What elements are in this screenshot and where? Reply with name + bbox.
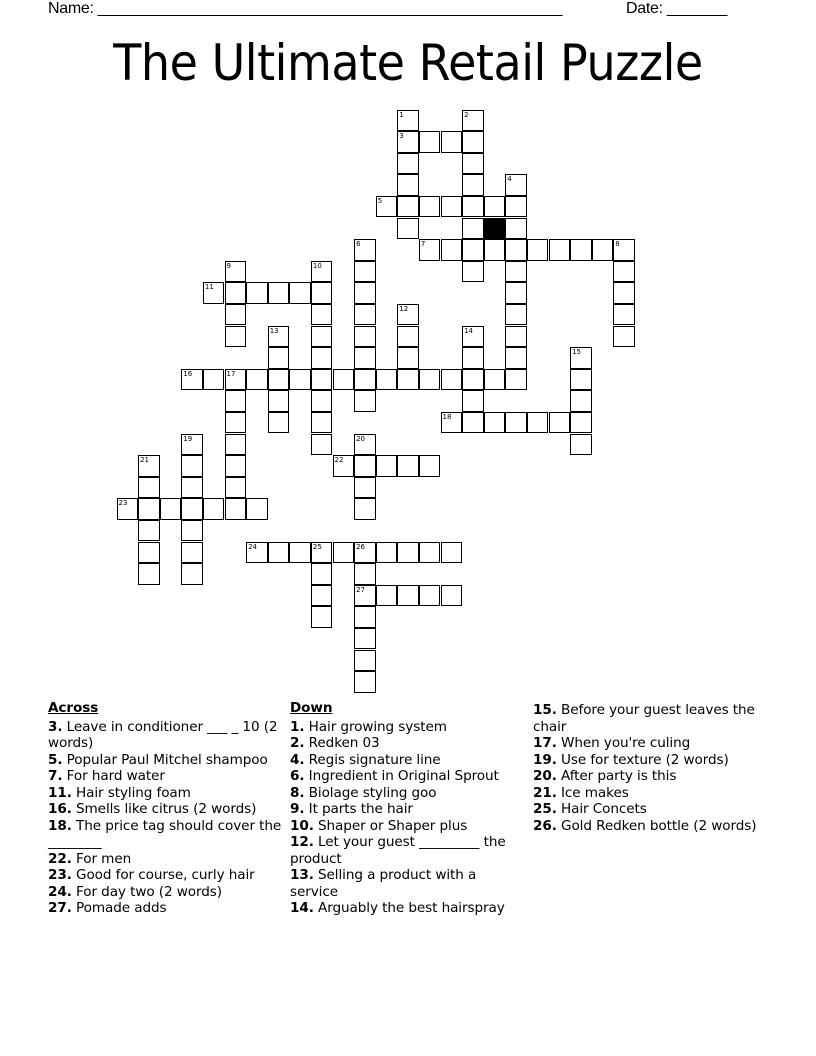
clue-item	[48, 851, 284, 868]
clue-number-label: 4	[507, 175, 512, 184]
grid-cell[interactable]	[441, 542, 463, 564]
grid-cell[interactable]	[311, 326, 333, 348]
grid-cell[interactable]	[570, 239, 592, 261]
clue-number: 16.	[48, 801, 72, 817]
clue-number-label: 11	[204, 283, 214, 292]
clue-number-label: 10	[312, 261, 322, 270]
grid-cell[interactable]	[484, 196, 506, 218]
clue-number-label: 12	[399, 304, 409, 313]
clue-number-label: 20	[356, 434, 366, 443]
clue-item	[48, 752, 284, 769]
clue-number: 24.	[48, 883, 72, 900]
grid-cell[interactable]	[484, 239, 506, 261]
grid-cell[interactable]	[397, 326, 419, 348]
clue-number-label: 19	[183, 434, 193, 443]
grid-cell[interactable]	[613, 239, 635, 261]
grid-cell[interactable]	[203, 282, 225, 304]
clue-item	[48, 768, 284, 785]
across-clues	[48, 700, 284, 917]
grid-cell[interactable]	[225, 261, 247, 283]
down-clues-continued	[533, 702, 769, 834]
clue-text: Gold Redken bottle (2 words)	[561, 817, 757, 834]
grid-cell[interactable]	[138, 477, 160, 499]
grid-cell[interactable]	[268, 390, 290, 412]
clue-number: 23.	[48, 867, 72, 883]
grid-cell[interactable]	[613, 261, 635, 283]
grid-cell[interactable]	[354, 477, 376, 499]
grid-cell[interactable]	[462, 174, 484, 196]
clue-item	[290, 752, 526, 769]
clue-number-label: 7	[420, 240, 426, 249]
grid-cell[interactable]	[462, 196, 484, 218]
clue-text: Hair styling foam	[76, 784, 191, 801]
grid-cell[interactable]	[311, 542, 333, 564]
grid-cell[interactable]	[311, 282, 333, 304]
grid-cell[interactable]	[397, 542, 419, 564]
clue-number: 17.	[533, 735, 557, 751]
grid-cell[interactable]	[246, 542, 268, 564]
clue-number: 14.	[290, 900, 314, 916]
grid-cell[interactable]	[181, 434, 203, 456]
clue-text: For men	[76, 850, 132, 867]
grid-cell[interactable]	[181, 520, 203, 542]
grid-cell[interactable]	[397, 153, 419, 175]
grid-cell[interactable]	[570, 390, 592, 412]
clue-number: 1.	[290, 718, 305, 735]
grid-cell[interactable]	[354, 282, 376, 304]
clue-text: Hair growing system	[308, 718, 447, 735]
clue-item	[48, 884, 284, 901]
grid-cell[interactable]	[225, 455, 247, 477]
clue-number: 27.	[48, 900, 72, 916]
grid-cell[interactable]	[527, 239, 549, 261]
down-heading: Down	[290, 700, 333, 716]
grid-cell[interactable]	[354, 434, 376, 456]
clue-number-label: 5	[377, 196, 383, 205]
grid-cell[interactable]	[376, 369, 398, 391]
grid-cell[interactable]	[397, 455, 419, 477]
clue-text: Arguably the best hairspray	[318, 900, 505, 916]
clue-number: 13.	[290, 867, 314, 883]
grid-cell[interactable]	[181, 369, 203, 391]
grid-cell[interactable]	[333, 455, 355, 477]
grid-cell[interactable]	[203, 369, 225, 391]
clue-number: 22.	[48, 850, 72, 867]
grid-cell[interactable]	[181, 563, 203, 585]
grid-cell[interactable]	[225, 434, 247, 456]
clue-text: Pomade adds	[76, 900, 167, 916]
puzzle-title: The Ultimate Retail Puzzle	[113, 34, 703, 92]
grid-cell[interactable]	[441, 196, 463, 218]
grid-cell[interactable]	[354, 628, 376, 650]
clue-text: Regis signature line	[308, 751, 441, 768]
grid-cell[interactable]	[397, 110, 419, 132]
grid-cell[interactable]	[138, 520, 160, 542]
grid-cell[interactable]	[268, 412, 290, 434]
clue-number-label: 14	[464, 326, 474, 335]
grid-cell[interactable]	[462, 412, 484, 434]
clue-item	[290, 818, 526, 835]
clue-number: 10.	[290, 817, 314, 834]
grid-cell[interactable]	[549, 239, 571, 261]
date-field[interactable]: Date: _______	[626, 0, 728, 17]
clue-item	[48, 818, 284, 851]
clue-text: Biolage styling goo	[308, 784, 437, 801]
grid-cell[interactable]	[376, 585, 398, 607]
grid-cell[interactable]	[311, 412, 333, 434]
grid-cell[interactable]	[268, 369, 290, 391]
grid-cell[interactable]	[311, 563, 333, 585]
clue-text: Leave in conditioner ___ _ 10 (2 words)	[48, 718, 278, 751]
clue-number: 26.	[533, 817, 557, 834]
clue-number-label: 22	[334, 456, 344, 465]
grid-cell[interactable]	[268, 282, 290, 304]
grid-cell[interactable]	[505, 282, 527, 304]
grid-cell[interactable]	[246, 498, 268, 520]
clue-item	[48, 719, 284, 752]
grid-cell[interactable]	[160, 498, 182, 520]
clue-number: 18.	[48, 817, 72, 834]
clue-text: The price tag should cover the ________	[48, 817, 282, 850]
clue-item	[290, 867, 526, 900]
grid-cell[interactable]	[505, 239, 527, 261]
grid-cell[interactable]	[397, 369, 419, 391]
clue-text: It parts the hair	[308, 801, 413, 817]
grid-cell[interactable]	[549, 412, 571, 434]
clue-text: When you're culing	[561, 735, 691, 751]
clue-text: Shaper or Shaper plus	[318, 817, 468, 834]
clue-text: Use for texture (2 words)	[561, 751, 729, 768]
grid-cell[interactable]	[311, 347, 333, 369]
clue-text: Popular Paul Mitchel shampoo	[66, 751, 268, 768]
clue-item	[533, 735, 769, 752]
grid-cell[interactable]	[484, 369, 506, 391]
clue-number-label: 27	[356, 585, 366, 594]
clue-number-label: 16	[183, 369, 193, 378]
grid-cell[interactable]	[268, 326, 290, 348]
clue-text: For day two (2 words)	[76, 883, 222, 900]
grid-cell[interactable]	[397, 347, 419, 369]
black-cell	[484, 218, 506, 240]
grid-cell[interactable]	[505, 174, 527, 196]
grid-cell[interactable]	[203, 498, 225, 520]
grid-cell[interactable]	[419, 239, 441, 261]
clue-number-label: 6	[356, 240, 361, 249]
grid-cell[interactable]	[225, 390, 247, 412]
grid-cell[interactable]	[505, 261, 527, 283]
clue-number: 5.	[48, 751, 63, 768]
clue-number-label: 2	[464, 110, 469, 119]
clue-number: 20.	[533, 768, 557, 784]
clue-number-label: 24	[248, 542, 258, 551]
across-heading: Across	[48, 700, 99, 716]
grid-cell[interactable]	[505, 304, 527, 326]
clue-number: 2.	[290, 735, 305, 751]
grid-cell[interactable]	[354, 606, 376, 628]
down-clues	[290, 700, 526, 917]
grid-cell[interactable]	[570, 434, 592, 456]
clue-number: 6.	[290, 768, 305, 784]
grid-cell[interactable]	[354, 369, 376, 391]
clue-item	[533, 702, 769, 735]
clue-number-label: 25	[312, 542, 322, 551]
clue-number-label: 26	[356, 542, 366, 551]
grid-cell[interactable]	[419, 196, 441, 218]
clue-text: Redken 03	[308, 735, 380, 751]
clue-number-label: 21	[140, 456, 150, 465]
grid-cell[interactable]	[289, 369, 311, 391]
clue-number-label: 8	[615, 240, 620, 249]
grid-cell[interactable]	[289, 542, 311, 564]
grid-cell[interactable]	[462, 347, 484, 369]
grid-cell[interactable]	[225, 326, 247, 348]
grid-cell[interactable]	[354, 563, 376, 585]
grid-cell[interactable]	[311, 585, 333, 607]
clue-item	[533, 752, 769, 769]
grid-cell[interactable]	[311, 390, 333, 412]
clue-item	[290, 834, 526, 867]
grid-cell[interactable]	[570, 412, 592, 434]
grid-cell[interactable]	[419, 131, 441, 153]
grid-cell[interactable]	[419, 455, 441, 477]
clue-item	[290, 900, 526, 917]
grid-cell[interactable]	[246, 369, 268, 391]
grid-cell[interactable]	[354, 326, 376, 348]
grid-cell[interactable]	[441, 239, 463, 261]
grid-cell[interactable]	[462, 218, 484, 240]
grid-cell[interactable]	[181, 542, 203, 564]
grid-cell[interactable]	[354, 671, 376, 693]
grid-cell[interactable]	[311, 606, 333, 628]
grid-cell[interactable]	[225, 282, 247, 304]
grid-cell[interactable]	[505, 369, 527, 391]
grid-cell[interactable]	[354, 390, 376, 412]
grid-cell[interactable]	[289, 282, 311, 304]
grid-cell[interactable]	[376, 455, 398, 477]
clue-text: After party is this	[561, 768, 677, 784]
grid-cell[interactable]	[462, 131, 484, 153]
clue-text: For hard water	[66, 768, 165, 784]
clue-item	[290, 719, 526, 736]
grid-cell[interactable]	[570, 347, 592, 369]
clue-text: Let your guest _________ the product	[290, 834, 506, 867]
grid-cell[interactable]	[138, 563, 160, 585]
grid-cell[interactable]	[462, 261, 484, 283]
grid-cell[interactable]	[441, 131, 463, 153]
grid-cell[interactable]	[419, 369, 441, 391]
clue-item	[533, 801, 769, 818]
grid-cell[interactable]	[268, 542, 290, 564]
grid-cell[interactable]	[505, 196, 527, 218]
grid-cell[interactable]	[311, 434, 333, 456]
clue-number: 11.	[48, 784, 72, 801]
clue-number-label: 23	[118, 499, 128, 508]
grid-cell[interactable]	[225, 304, 247, 326]
grid-cell[interactable]	[225, 412, 247, 434]
grid-cell[interactable]	[354, 347, 376, 369]
clue-number-label: 9	[226, 261, 231, 270]
grid-cell[interactable]	[311, 369, 333, 391]
clue-number-label: 15	[572, 348, 582, 357]
clue-number: 7.	[48, 768, 63, 784]
grid-cell[interactable]	[333, 542, 355, 564]
grid-cell[interactable]	[138, 498, 160, 520]
grid-cell[interactable]	[419, 542, 441, 564]
grid-cell[interactable]	[441, 412, 463, 434]
grid-cell[interactable]	[613, 282, 635, 304]
grid-cell[interactable]	[613, 304, 635, 326]
grid-cell[interactable]	[397, 196, 419, 218]
grid-cell[interactable]	[333, 369, 355, 391]
grid-cell[interactable]	[311, 304, 333, 326]
grid-cell[interactable]	[462, 110, 484, 132]
grid-cell[interactable]	[484, 412, 506, 434]
grid-cell[interactable]	[505, 326, 527, 348]
grid-cell[interactable]	[462, 153, 484, 175]
clue-item	[48, 867, 284, 884]
grid-cell[interactable]	[376, 196, 398, 218]
grid-cell[interactable]	[354, 585, 376, 607]
grid-cell[interactable]	[441, 585, 463, 607]
grid-cell[interactable]	[225, 498, 247, 520]
grid-cell[interactable]	[505, 412, 527, 434]
clue-item	[48, 900, 284, 917]
grid-cell[interactable]	[397, 218, 419, 240]
grid-cell[interactable]	[376, 542, 398, 564]
clue-text: Smells like citrus (2 words)	[76, 801, 257, 817]
grid-cell[interactable]	[397, 585, 419, 607]
grid-cell[interactable]	[354, 542, 376, 564]
grid-cell[interactable]	[354, 650, 376, 672]
clue-number-label: 17	[226, 369, 236, 378]
clue-text: Hair Concets	[561, 801, 647, 817]
grid-cell[interactable]	[138, 455, 160, 477]
grid-cell[interactable]	[462, 369, 484, 391]
clue-number-label: 3	[399, 132, 404, 141]
grid-cell[interactable]	[441, 369, 463, 391]
clue-item	[48, 801, 284, 818]
clue-number-label: 18	[442, 412, 452, 421]
clue-number: 12.	[290, 834, 314, 850]
grid-cell[interactable]	[311, 261, 333, 283]
grid-cell[interactable]	[181, 498, 203, 520]
grid-cell[interactable]	[397, 131, 419, 153]
clue-number-label: 1	[399, 110, 404, 119]
grid-cell[interactable]	[505, 347, 527, 369]
grid-cell[interactable]	[354, 239, 376, 261]
grid-cell[interactable]	[117, 498, 139, 520]
clue-number-label: 13	[269, 326, 279, 335]
clue-number: 19.	[533, 751, 557, 768]
grid-cell[interactable]	[592, 239, 614, 261]
clue-item	[533, 785, 769, 802]
grid-cell[interactable]	[354, 261, 376, 283]
grid-cell[interactable]	[246, 282, 268, 304]
clue-number: 21.	[533, 784, 557, 801]
clue-item	[533, 768, 769, 785]
clue-item	[290, 735, 526, 752]
clue-item	[48, 785, 284, 802]
grid-cell[interactable]	[527, 412, 549, 434]
clue-text: Before your guest leaves the chair	[533, 702, 755, 735]
grid-cell[interactable]	[397, 304, 419, 326]
grid-cell[interactable]	[462, 326, 484, 348]
clue-text: Good for course, curly hair	[76, 867, 255, 883]
grid-cell[interactable]	[225, 369, 247, 391]
clue-text: Ingredient in Original Sprout	[308, 768, 499, 784]
clue-text: Selling a product with a service	[290, 867, 477, 900]
grid-cell[interactable]	[462, 239, 484, 261]
clue-text: Ice makes	[561, 784, 629, 801]
clue-number: 8.	[290, 784, 305, 801]
clue-item	[290, 801, 526, 818]
grid-cell[interactable]	[505, 218, 527, 240]
grid-cell[interactable]	[354, 498, 376, 520]
grid-cell[interactable]	[181, 455, 203, 477]
clue-item	[290, 768, 526, 785]
clue-number: 3.	[48, 718, 63, 735]
clue-number: 25.	[533, 801, 557, 817]
grid-cell[interactable]	[225, 477, 247, 499]
grid-cell[interactable]	[419, 585, 441, 607]
grid-cell[interactable]	[462, 390, 484, 412]
clue-item	[533, 818, 769, 835]
grid-cell[interactable]	[138, 542, 160, 564]
grid-cell[interactable]	[268, 347, 290, 369]
name-field[interactable]: Name: ______________________________________________________	[48, 0, 563, 17]
grid-cell[interactable]	[354, 455, 376, 477]
grid-cell[interactable]	[570, 369, 592, 391]
clue-number: 15.	[533, 702, 557, 718]
grid-cell[interactable]	[354, 304, 376, 326]
clue-number: 9.	[290, 801, 305, 817]
clue-number: 4.	[290, 751, 305, 768]
grid-cell[interactable]	[181, 477, 203, 499]
grid-cell[interactable]	[397, 174, 419, 196]
grid-cell[interactable]	[613, 326, 635, 348]
clue-item	[290, 785, 526, 802]
